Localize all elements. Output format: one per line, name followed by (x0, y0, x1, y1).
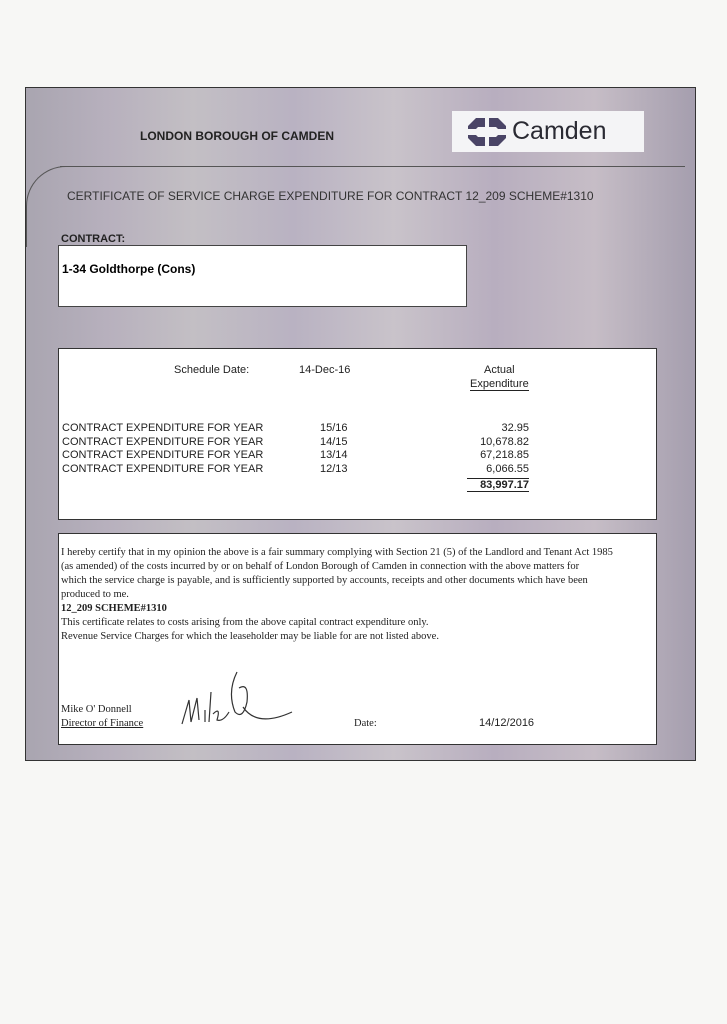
row-label: CONTRACT EXPENDITURE FOR YEAR (62, 449, 264, 461)
statement-line: I hereby certify that in my opinion the above is a fair summary complying with Section 21 (5) of the Landlord and Tenant Act 1985 (61, 547, 613, 558)
note-capital: This certificate relates to costs arising from the above capital contract expenditure only. (61, 617, 429, 628)
contract-value: 1-34 Goldthorpe (Cons) (62, 262, 196, 276)
expenditure-row (62, 422, 652, 436)
expenditure-row (62, 463, 652, 477)
row-year: 13/14 (320, 449, 348, 461)
statement-line: (as amended) of the costs incurred by or on behalf of London Borough of Camden in connection with the above matters for (61, 561, 580, 572)
row-year: 14/15 (320, 435, 348, 448)
divider (60, 166, 685, 167)
signatory-name: Mike O' Donnell (61, 704, 132, 715)
row-amount: 32.95 (501, 422, 529, 434)
camden-logo (452, 111, 644, 152)
row-amount: 67,218.85 (480, 449, 529, 461)
scheme-reference: 12_209 SCHEME#1310 (61, 603, 167, 614)
certification-statement (58, 533, 657, 745)
statement-line: produced to me. (61, 589, 129, 600)
actual-label: Actual (484, 364, 515, 376)
note-revenue: Revenue Service Charges for which the leaseholder may be liable for are not listed above. (61, 631, 439, 642)
row-label: CONTRACT EXPENDITURE FOR YEAR (62, 462, 264, 475)
logo-text: Camden (512, 117, 607, 145)
expenditure-label: Expenditure (470, 378, 529, 390)
statement-line: which the service charge is payable, and is sufficiently supported by accounts, receipts and other documents which have been (61, 575, 588, 586)
signature (177, 662, 297, 737)
certificate-date: 14/12/2016 (479, 717, 535, 729)
schedule-box (58, 348, 657, 520)
schedule-date: 14-Dec-16 (299, 364, 351, 376)
certificate-title: CERTIFICATE OF SERVICE CHARGE EXPENDITURE FOR CONTRACT 12_209 SCHEME#1310 (67, 189, 594, 203)
row-amount: 10,678.82 (480, 435, 529, 448)
row-year: 12/13 (320, 462, 348, 475)
contract-box (58, 245, 467, 307)
total-amount: 83,997.17 (467, 478, 529, 492)
schedule-date-label: Schedule Date: (174, 364, 250, 376)
camden-logo-icon (466, 116, 508, 148)
row-label: CONTRACT EXPENDITURE FOR YEAR (62, 422, 264, 434)
row-amount: 6,066.55 (486, 462, 529, 475)
row-year: 15/16 (320, 422, 348, 434)
organisation-title: LONDON BOROUGH OF CAMDEN (140, 129, 334, 143)
signatory-role: Director of Finance (61, 718, 144, 729)
expenditure-row (62, 436, 652, 450)
row-label: CONTRACT EXPENDITURE FOR YEAR (62, 435, 264, 448)
contract-label: CONTRACT: (61, 233, 126, 245)
expenditure-row (62, 449, 652, 463)
date-label: Date: (354, 718, 377, 729)
